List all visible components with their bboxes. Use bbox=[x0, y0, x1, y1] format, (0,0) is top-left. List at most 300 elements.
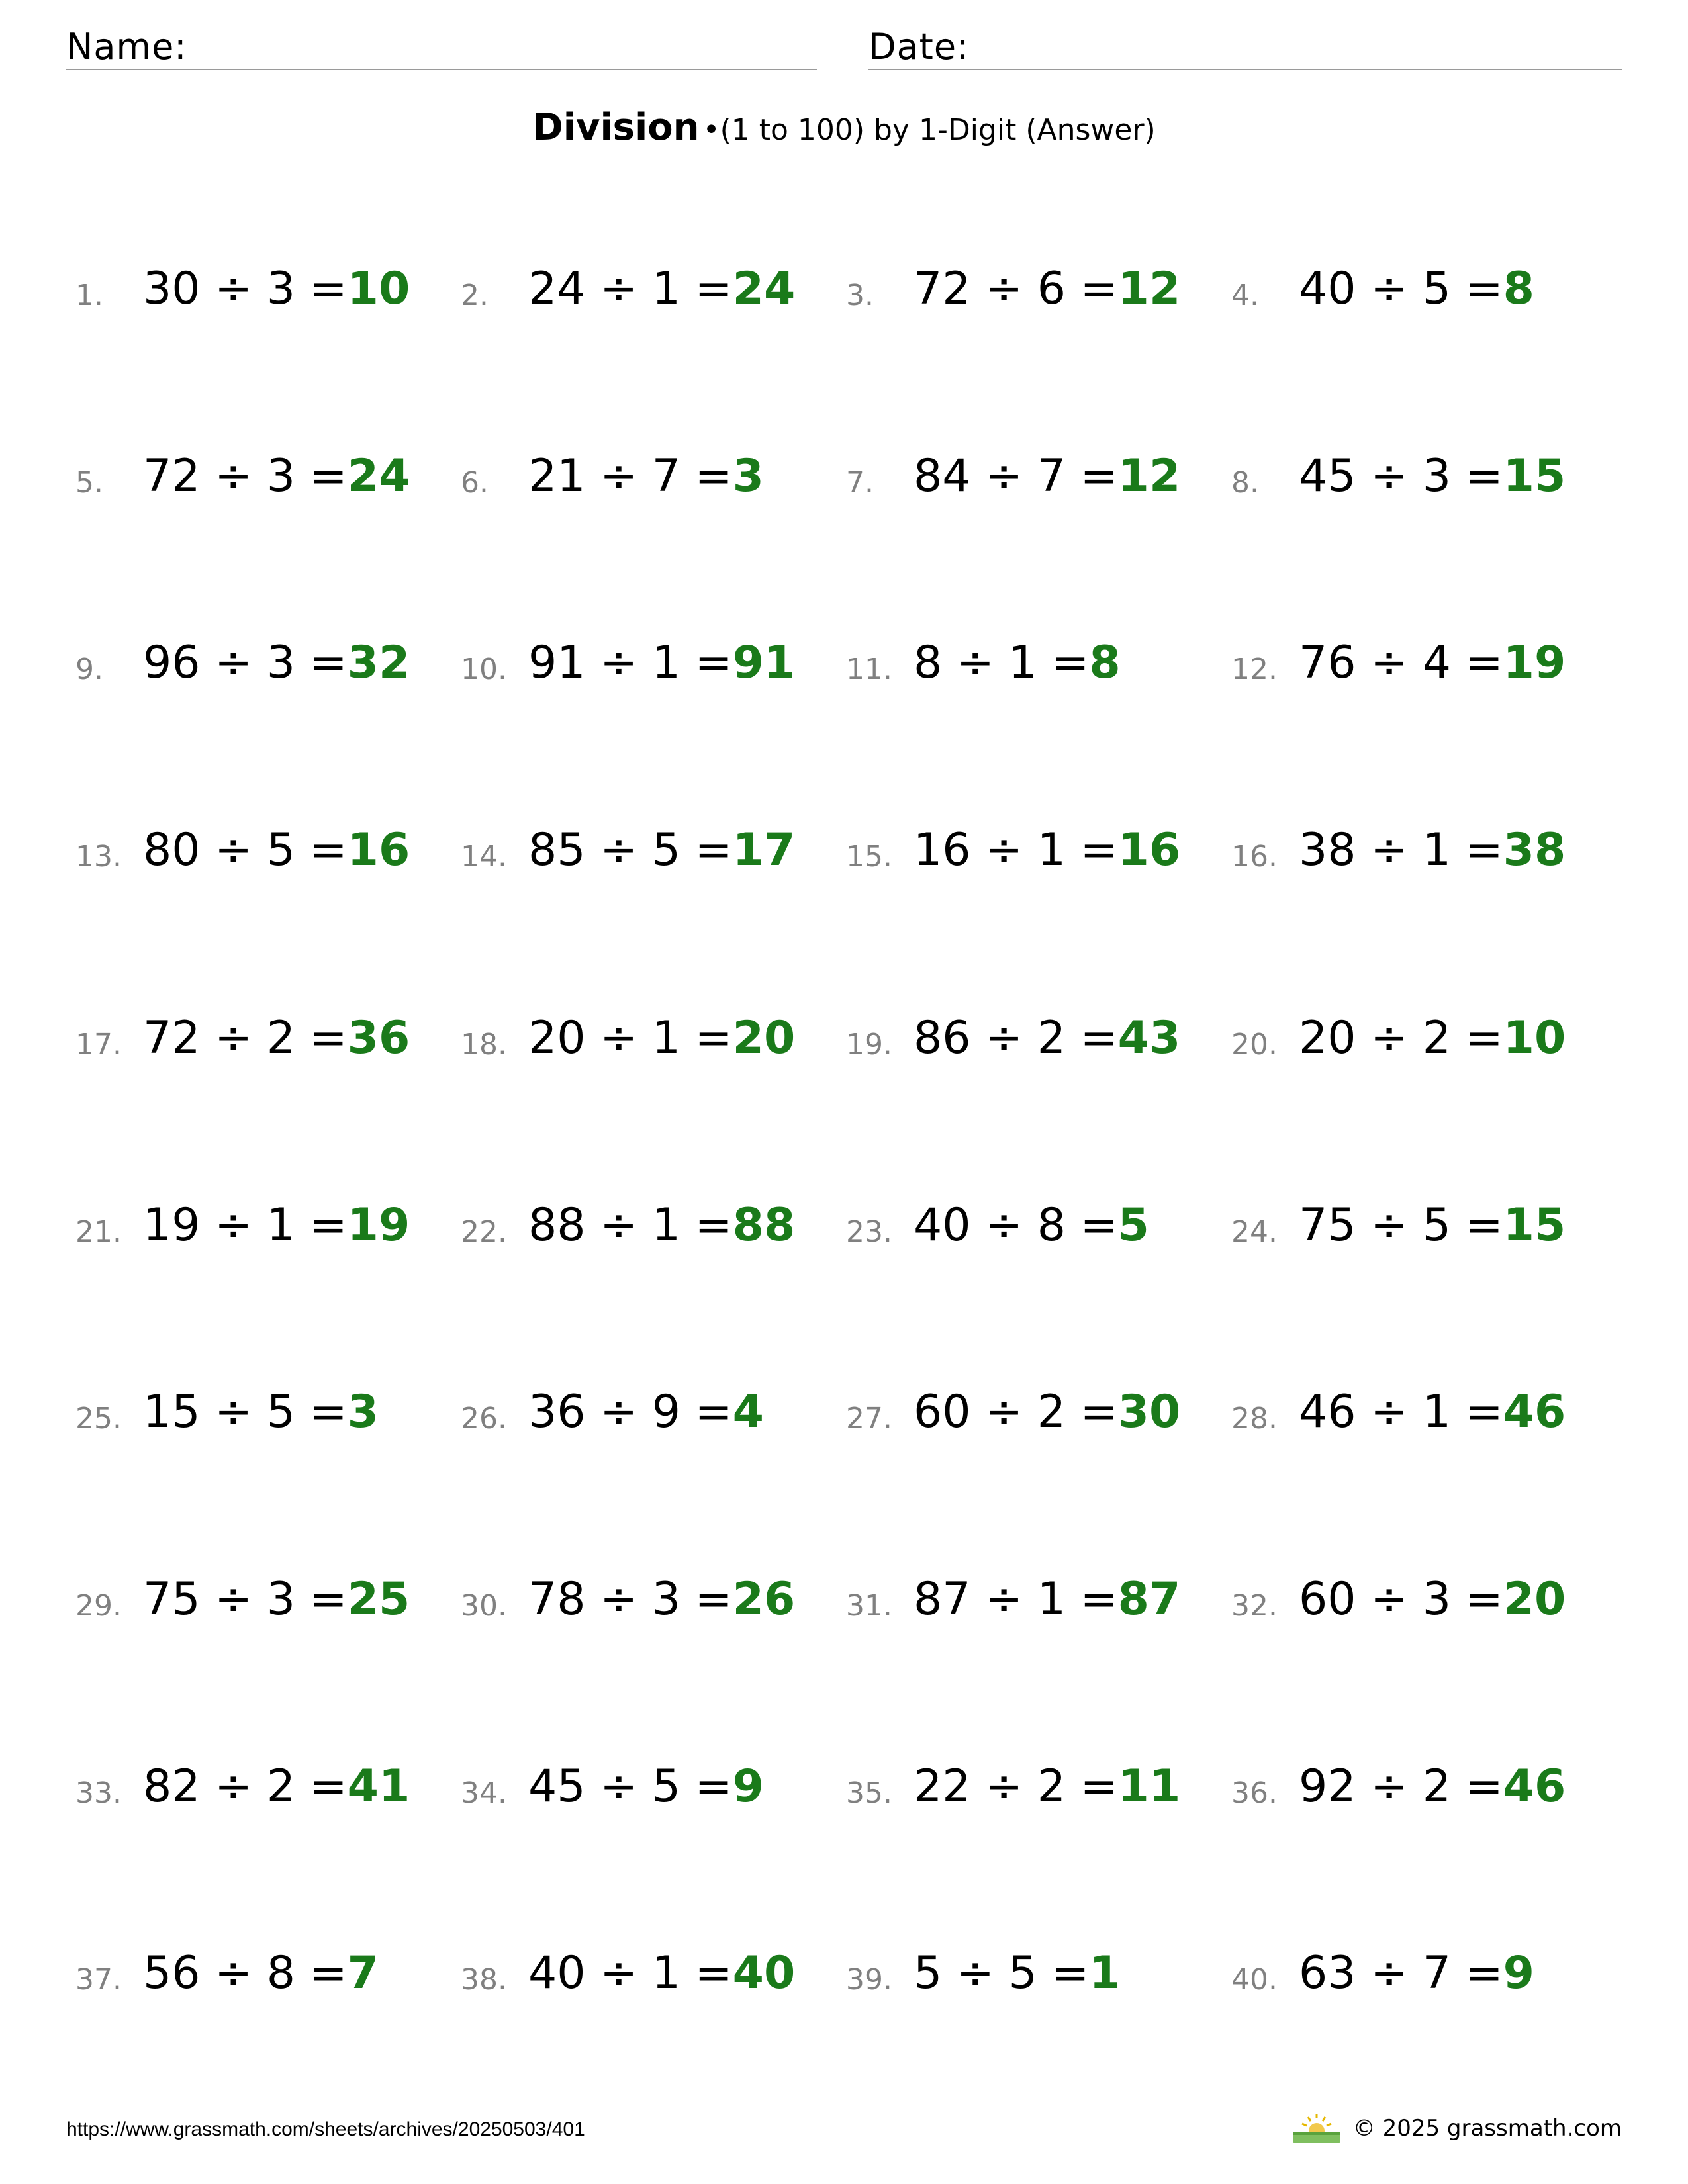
dividend: 38 bbox=[1299, 824, 1356, 876]
problem-expression bbox=[914, 1573, 1181, 1625]
dividend: 16 bbox=[914, 824, 971, 876]
divide-sign: ÷ bbox=[600, 1947, 638, 1999]
problem-expression bbox=[143, 1012, 410, 1064]
problem-item bbox=[66, 1946, 450, 2012]
divide-sign: ÷ bbox=[956, 637, 994, 689]
problem-expression bbox=[143, 1947, 379, 1999]
dividend: 92 bbox=[1299, 1760, 1356, 1813]
divisor: 1 bbox=[651, 637, 681, 689]
problem-item bbox=[837, 1385, 1221, 1451]
title-bullet: • bbox=[702, 113, 720, 147]
problem-number: 10. bbox=[461, 653, 507, 686]
problem-number: 18. bbox=[461, 1028, 507, 1062]
answer: 4 bbox=[732, 1386, 764, 1438]
divide-sign: ÷ bbox=[985, 263, 1023, 315]
problem-expression bbox=[143, 637, 410, 689]
answer: 20 bbox=[1503, 1573, 1566, 1625]
problem-number: 11. bbox=[846, 653, 892, 686]
problem-expression bbox=[528, 450, 764, 502]
dividend: 72 bbox=[143, 450, 201, 502]
problem-item bbox=[451, 1572, 835, 1638]
divisor: 2 bbox=[1422, 1012, 1452, 1064]
divisor: 7 bbox=[651, 450, 681, 502]
dividend: 40 bbox=[528, 1947, 586, 1999]
problem-expression bbox=[528, 1947, 796, 1999]
problem-expression bbox=[914, 450, 1181, 502]
problem-number: 6. bbox=[461, 466, 489, 500]
answer: 46 bbox=[1503, 1386, 1566, 1438]
problem-item bbox=[1222, 1011, 1606, 1077]
problem-expression bbox=[1299, 1199, 1566, 1251]
answer: 11 bbox=[1117, 1760, 1181, 1813]
divide-sign: ÷ bbox=[600, 1386, 638, 1438]
problem-number: 31. bbox=[846, 1589, 892, 1623]
date-label: Date: bbox=[868, 26, 970, 68]
equals-sign: = bbox=[1080, 1199, 1118, 1251]
problem-item bbox=[1222, 449, 1606, 515]
answer: 87 bbox=[1117, 1573, 1181, 1625]
divide-sign: ÷ bbox=[985, 1012, 1023, 1064]
problem-number: 3. bbox=[846, 279, 874, 312]
divisor: 1 bbox=[651, 1947, 681, 1999]
problem-expression bbox=[1299, 1947, 1534, 1999]
equals-sign: = bbox=[1080, 263, 1118, 315]
divide-sign: ÷ bbox=[985, 824, 1023, 876]
equals-sign: = bbox=[309, 1573, 348, 1625]
answer: 40 bbox=[732, 1947, 796, 1999]
problem-item bbox=[451, 1385, 835, 1451]
equals-sign: = bbox=[1465, 1199, 1503, 1251]
equals-sign: = bbox=[694, 450, 733, 502]
equals-sign: = bbox=[1051, 637, 1090, 689]
problem-number: 4. bbox=[1231, 279, 1259, 312]
dividend: 45 bbox=[528, 1760, 586, 1813]
problem-item bbox=[66, 1011, 450, 1077]
dividend: 84 bbox=[914, 450, 971, 502]
dividend: 22 bbox=[914, 1760, 971, 1813]
answer: 1 bbox=[1089, 1947, 1121, 1999]
answer: 16 bbox=[347, 824, 410, 876]
divide-sign: ÷ bbox=[1370, 263, 1409, 315]
problem-expression bbox=[914, 1386, 1181, 1438]
problem-number: 2. bbox=[461, 279, 489, 312]
equals-sign: = bbox=[1465, 1760, 1503, 1813]
dividend: 40 bbox=[1299, 263, 1356, 315]
equals-sign: = bbox=[694, 1386, 733, 1438]
problem-number: 33. bbox=[75, 1776, 122, 1810]
problem-item bbox=[1222, 261, 1606, 328]
equals-sign: = bbox=[694, 1012, 733, 1064]
problem-expression bbox=[914, 1199, 1149, 1251]
answer: 8 bbox=[1503, 263, 1534, 315]
equals-sign: = bbox=[309, 1012, 348, 1064]
problem-number: 40. bbox=[1231, 1963, 1278, 1997]
divisor: 2 bbox=[1422, 1760, 1452, 1813]
divide-sign: ÷ bbox=[214, 1760, 253, 1813]
answer: 15 bbox=[1503, 450, 1566, 502]
divisor: 5 bbox=[266, 1386, 296, 1438]
copyright-text: © 2025 grassmath.com bbox=[1352, 2115, 1622, 2142]
problem-item bbox=[451, 1011, 835, 1077]
dividend: 91 bbox=[528, 637, 586, 689]
divisor: 1 bbox=[1037, 1573, 1066, 1625]
equals-sign: = bbox=[1080, 1386, 1118, 1438]
dividend: 8 bbox=[914, 637, 943, 689]
equals-sign: = bbox=[1080, 824, 1118, 876]
divisor: 1 bbox=[651, 263, 681, 315]
divide-sign: ÷ bbox=[985, 1573, 1023, 1625]
answer: 26 bbox=[732, 1573, 796, 1625]
divisor: 5 bbox=[1422, 1199, 1452, 1251]
footer-brand bbox=[1290, 2113, 1622, 2144]
equals-sign: = bbox=[694, 1573, 733, 1625]
problem-item bbox=[66, 449, 450, 515]
answer: 10 bbox=[347, 263, 410, 315]
problem-number: 36. bbox=[1231, 1776, 1278, 1810]
answer: 17 bbox=[732, 824, 796, 876]
equals-sign: = bbox=[1465, 1386, 1503, 1438]
problem-expression bbox=[143, 1199, 410, 1251]
equals-sign: = bbox=[694, 1760, 733, 1813]
problem-expression bbox=[143, 824, 410, 876]
divisor: 2 bbox=[266, 1012, 296, 1064]
problem-item bbox=[66, 261, 450, 328]
problem-expression bbox=[143, 1760, 410, 1813]
divisor: 2 bbox=[266, 1760, 296, 1813]
divide-sign: ÷ bbox=[214, 1386, 253, 1438]
problem-expression bbox=[1299, 824, 1566, 876]
problem-expression bbox=[1299, 637, 1566, 689]
problem-expression bbox=[528, 1386, 764, 1438]
divisor: 2 bbox=[1037, 1386, 1066, 1438]
divide-sign: ÷ bbox=[600, 263, 638, 315]
divide-sign: ÷ bbox=[1370, 1760, 1409, 1813]
divide-sign: ÷ bbox=[600, 1012, 638, 1064]
problem-number: 9. bbox=[75, 653, 103, 686]
equals-sign: = bbox=[694, 824, 733, 876]
dividend: 60 bbox=[1299, 1573, 1356, 1625]
problem-item bbox=[1222, 1572, 1606, 1638]
problem-number: 1. bbox=[75, 279, 103, 312]
problem-number: 14. bbox=[461, 840, 507, 874]
problem-number: 24. bbox=[1231, 1215, 1278, 1249]
dividend: 80 bbox=[143, 824, 201, 876]
problem-expression bbox=[528, 263, 796, 315]
problem-item bbox=[451, 635, 835, 702]
divisor: 1 bbox=[651, 1012, 681, 1064]
answer: 3 bbox=[347, 1386, 379, 1438]
equals-sign: = bbox=[1465, 824, 1503, 876]
divisor: 8 bbox=[1037, 1199, 1066, 1251]
footer-url[interactable]: https://www.grassmath.com/sheets/archives/20250503/401 bbox=[66, 2118, 585, 2140]
problem-item bbox=[837, 823, 1221, 889]
divide-sign: ÷ bbox=[214, 1947, 253, 1999]
equals-sign: = bbox=[694, 1947, 733, 1999]
equals-sign: = bbox=[694, 637, 733, 689]
divide-sign: ÷ bbox=[600, 1573, 638, 1625]
problem-number: 28. bbox=[1231, 1402, 1278, 1435]
problem-number: 25. bbox=[75, 1402, 122, 1435]
answer: 25 bbox=[347, 1573, 410, 1625]
equals-sign: = bbox=[1080, 450, 1118, 502]
problem-number: 13. bbox=[75, 840, 122, 874]
problem-number: 5. bbox=[75, 466, 103, 500]
answer: 24 bbox=[347, 450, 410, 502]
equals-sign: = bbox=[309, 824, 348, 876]
dividend: 88 bbox=[528, 1199, 586, 1251]
problem-item bbox=[1222, 1198, 1606, 1264]
answer: 20 bbox=[732, 1012, 796, 1064]
problem-item bbox=[837, 1759, 1221, 1825]
problem-item bbox=[451, 1946, 835, 2012]
title-main: Division bbox=[532, 106, 700, 149]
dividend: 15 bbox=[143, 1386, 201, 1438]
divide-sign: ÷ bbox=[600, 637, 638, 689]
answer: 5 bbox=[1117, 1199, 1149, 1251]
problem-item bbox=[451, 823, 835, 889]
divide-sign: ÷ bbox=[956, 1947, 994, 1999]
problem-expression bbox=[1299, 263, 1534, 315]
problem-item bbox=[1222, 1946, 1606, 2012]
dividend: 75 bbox=[1299, 1199, 1356, 1251]
answer: 7 bbox=[347, 1947, 379, 1999]
problem-item bbox=[1222, 635, 1606, 702]
problem-item bbox=[837, 1946, 1221, 2012]
divisor: 1 bbox=[651, 1199, 681, 1251]
divide-sign: ÷ bbox=[985, 450, 1023, 502]
problem-number: 7. bbox=[846, 466, 874, 500]
dividend: 56 bbox=[143, 1947, 201, 1999]
problem-number: 22. bbox=[461, 1215, 507, 1249]
problem-expression bbox=[1299, 1760, 1566, 1813]
dividend: 24 bbox=[528, 263, 586, 315]
dividend: 85 bbox=[528, 824, 586, 876]
answer: 41 bbox=[347, 1760, 410, 1813]
equals-sign: = bbox=[309, 1760, 348, 1813]
problem-expression bbox=[914, 1012, 1181, 1064]
answer: 43 bbox=[1117, 1012, 1181, 1064]
answer: 36 bbox=[347, 1012, 410, 1064]
problem-item bbox=[451, 1198, 835, 1264]
problem-item bbox=[837, 1011, 1221, 1077]
problem-expression bbox=[528, 1199, 796, 1251]
problem-expression bbox=[528, 1573, 796, 1625]
dividend: 76 bbox=[1299, 637, 1356, 689]
answer: 9 bbox=[732, 1760, 764, 1813]
problem-expression bbox=[143, 263, 410, 315]
problem-expression bbox=[143, 1573, 410, 1625]
problem-item bbox=[66, 1198, 450, 1264]
equals-sign: = bbox=[309, 1199, 348, 1251]
equals-sign: = bbox=[309, 637, 348, 689]
divide-sign: ÷ bbox=[214, 1573, 253, 1625]
problem-item bbox=[66, 1572, 450, 1638]
divide-sign: ÷ bbox=[600, 1199, 638, 1251]
divisor: 3 bbox=[266, 1573, 296, 1625]
problem-number: 23. bbox=[846, 1215, 892, 1249]
dividend: 20 bbox=[528, 1012, 586, 1064]
problem-expression bbox=[914, 824, 1181, 876]
divide-sign: ÷ bbox=[214, 1012, 253, 1064]
equals-sign: = bbox=[694, 263, 733, 315]
divide-sign: ÷ bbox=[1370, 1012, 1409, 1064]
answer: 19 bbox=[1503, 637, 1566, 689]
equals-sign: = bbox=[309, 450, 348, 502]
divide-sign: ÷ bbox=[1370, 1386, 1409, 1438]
problem-number: 30. bbox=[461, 1589, 507, 1623]
dividend: 40 bbox=[914, 1199, 971, 1251]
divisor: 4 bbox=[1422, 637, 1452, 689]
divisor: 6 bbox=[1037, 263, 1066, 315]
dividend: 21 bbox=[528, 450, 586, 502]
answer: 46 bbox=[1503, 1760, 1566, 1813]
problem-number: 12. bbox=[1231, 653, 1278, 686]
answer: 91 bbox=[732, 637, 796, 689]
problem-item bbox=[1222, 1759, 1606, 1825]
problem-item bbox=[451, 261, 835, 328]
dividend: 78 bbox=[528, 1573, 586, 1625]
problem-number: 29. bbox=[75, 1589, 122, 1623]
divide-sign: ÷ bbox=[214, 263, 253, 315]
dividend: 72 bbox=[143, 1012, 201, 1064]
problem-number: 32. bbox=[1231, 1589, 1278, 1623]
divide-sign: ÷ bbox=[1370, 824, 1409, 876]
divide-sign: ÷ bbox=[985, 1199, 1023, 1251]
problem-expression bbox=[914, 1760, 1181, 1813]
problem-item bbox=[837, 1572, 1221, 1638]
divisor: 5 bbox=[651, 824, 681, 876]
divisor: 5 bbox=[266, 824, 296, 876]
answer: 12 bbox=[1117, 450, 1181, 502]
problem-number: 21. bbox=[75, 1215, 122, 1249]
answer: 15 bbox=[1503, 1199, 1566, 1251]
divisor: 2 bbox=[1037, 1760, 1066, 1813]
dividend: 72 bbox=[914, 263, 971, 315]
divide-sign: ÷ bbox=[1370, 450, 1409, 502]
name-label: Name: bbox=[66, 26, 187, 68]
divide-sign: ÷ bbox=[600, 1760, 638, 1813]
problem-expression bbox=[914, 637, 1121, 689]
answer: 32 bbox=[347, 637, 410, 689]
dividend: 30 bbox=[143, 263, 201, 315]
problem-item bbox=[1222, 1385, 1606, 1451]
problem-item bbox=[837, 261, 1221, 328]
dividend: 96 bbox=[143, 637, 201, 689]
answer: 88 bbox=[732, 1199, 796, 1251]
problem-expression bbox=[1299, 1012, 1566, 1064]
problem-item bbox=[66, 823, 450, 889]
problem-expression bbox=[914, 263, 1181, 315]
problem-item bbox=[66, 1385, 450, 1451]
problem-expression bbox=[914, 1947, 1121, 1999]
title-sub: (1 to 100) by 1-Digit (Answer) bbox=[720, 113, 1156, 147]
problem-number: 19. bbox=[846, 1028, 892, 1062]
divide-sign: ÷ bbox=[214, 1199, 253, 1251]
equals-sign: = bbox=[1465, 637, 1503, 689]
equals-sign: = bbox=[1080, 1760, 1118, 1813]
divisor: 3 bbox=[1422, 450, 1452, 502]
equals-sign: = bbox=[1465, 263, 1503, 315]
divide-sign: ÷ bbox=[1370, 1199, 1409, 1251]
dividend: 36 bbox=[528, 1386, 586, 1438]
dividend: 45 bbox=[1299, 450, 1356, 502]
divisor: 3 bbox=[651, 1573, 681, 1625]
problem-number: 17. bbox=[75, 1028, 122, 1062]
problem-item bbox=[66, 635, 450, 702]
dividend: 86 bbox=[914, 1012, 971, 1064]
answer: 9 bbox=[1503, 1947, 1534, 1999]
answer: 3 bbox=[732, 450, 764, 502]
problem-expression bbox=[1299, 1386, 1566, 1438]
problem-item bbox=[451, 1759, 835, 1825]
problem-number: 26. bbox=[461, 1402, 507, 1435]
divisor: 3 bbox=[266, 450, 296, 502]
answer: 38 bbox=[1503, 824, 1566, 876]
divisor: 2 bbox=[1037, 1012, 1066, 1064]
problem-expression bbox=[1299, 1573, 1566, 1625]
divide-sign: ÷ bbox=[600, 824, 638, 876]
divisor: 3 bbox=[266, 263, 296, 315]
dividend: 46 bbox=[1299, 1386, 1356, 1438]
divide-sign: ÷ bbox=[1370, 1573, 1409, 1625]
divisor: 5 bbox=[651, 1760, 681, 1813]
divisor: 9 bbox=[651, 1386, 681, 1438]
problem-item bbox=[837, 449, 1221, 515]
equals-sign: = bbox=[694, 1199, 733, 1251]
divide-sign: ÷ bbox=[214, 824, 253, 876]
divisor: 1 bbox=[1422, 1386, 1452, 1438]
divide-sign: ÷ bbox=[214, 637, 253, 689]
equals-sign: = bbox=[309, 1386, 348, 1438]
problem-number: 39. bbox=[846, 1963, 892, 1997]
divisor: 3 bbox=[1422, 1573, 1452, 1625]
answer: 8 bbox=[1089, 637, 1121, 689]
dividend: 63 bbox=[1299, 1947, 1356, 1999]
dividend: 75 bbox=[143, 1573, 201, 1625]
answer: 19 bbox=[347, 1199, 410, 1251]
divide-sign: ÷ bbox=[1370, 1947, 1409, 1999]
problem-item bbox=[66, 1759, 450, 1825]
equals-sign: = bbox=[309, 263, 348, 315]
equals-sign: = bbox=[1465, 1012, 1503, 1064]
divisor: 7 bbox=[1422, 1947, 1452, 1999]
divisor: 5 bbox=[1008, 1947, 1037, 1999]
problem-expression bbox=[143, 450, 410, 502]
divisor: 3 bbox=[266, 637, 296, 689]
divisor: 1 bbox=[1422, 824, 1452, 876]
answer: 24 bbox=[732, 263, 796, 315]
equals-sign: = bbox=[1080, 1012, 1118, 1064]
dividend: 87 bbox=[914, 1573, 971, 1625]
divide-sign: ÷ bbox=[985, 1760, 1023, 1813]
problem-item bbox=[451, 449, 835, 515]
problem-expression bbox=[528, 1760, 764, 1813]
divide-sign: ÷ bbox=[985, 1386, 1023, 1438]
problem-item bbox=[837, 1198, 1221, 1264]
problem-item bbox=[837, 635, 1221, 702]
equals-sign: = bbox=[309, 1947, 348, 1999]
divisor: 1 bbox=[1037, 824, 1066, 876]
equals-sign: = bbox=[1051, 1947, 1090, 1999]
divisor: 8 bbox=[266, 1947, 296, 1999]
divisor: 1 bbox=[266, 1199, 296, 1251]
problem-expression bbox=[528, 1012, 796, 1064]
divisor: 1 bbox=[1008, 637, 1037, 689]
problem-number: 35. bbox=[846, 1776, 892, 1810]
answer: 16 bbox=[1117, 824, 1181, 876]
equals-sign: = bbox=[1465, 450, 1503, 502]
problem-expression bbox=[528, 637, 796, 689]
